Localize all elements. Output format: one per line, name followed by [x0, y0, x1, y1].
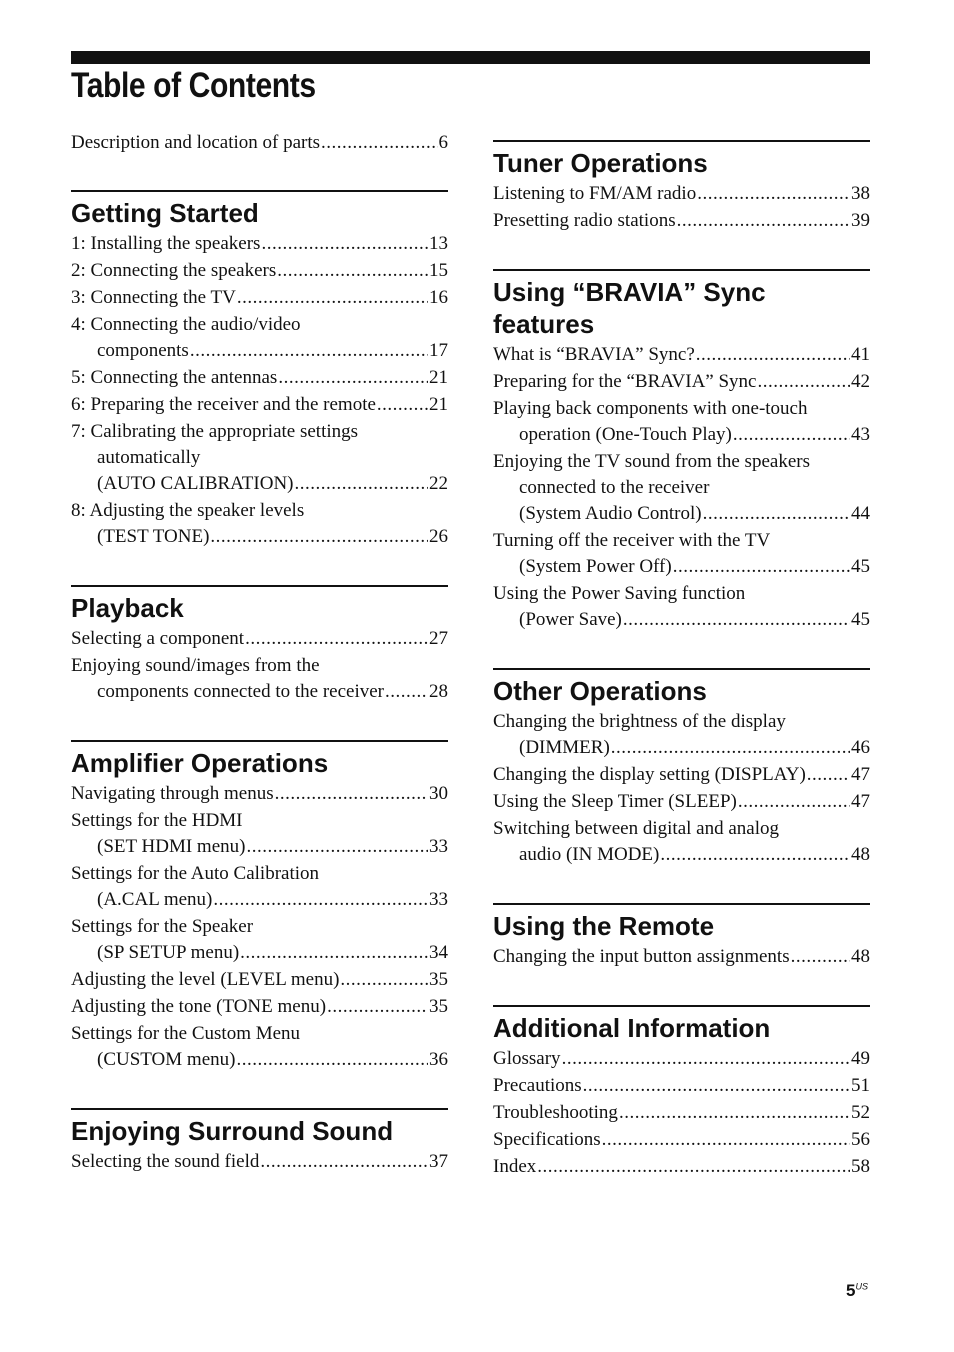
- toc-page-number: 13: [429, 233, 448, 254]
- toc-entry[interactable]: [71, 967, 448, 993]
- leader-dots: [275, 781, 428, 807]
- page-number: [846, 1281, 868, 1301]
- section-rule: [493, 1005, 870, 1007]
- toc-entry-text: 6: Preparing the receiver and the remote: [71, 394, 376, 415]
- toc-entry[interactable]: [71, 498, 448, 550]
- toc-page-number: 33: [429, 889, 448, 910]
- toc-entry-text: 5: Connecting the antennas: [71, 367, 278, 388]
- toc-entry[interactable]: [493, 581, 870, 633]
- section-rule: [71, 1108, 448, 1110]
- toc-entry-text: Preparing for the “BRAVIA” Sync: [493, 371, 757, 392]
- toc-entry-text: Selecting a component: [71, 628, 245, 649]
- toc-entry-text: Settings for the HDMI: [71, 810, 243, 831]
- leader-dots: [321, 130, 437, 156]
- toc-section: [493, 269, 870, 633]
- toc-entry[interactable]: [71, 419, 448, 497]
- toc-page-number: 34: [429, 942, 448, 963]
- toc-entry[interactable]: [493, 1073, 870, 1099]
- toc-entry-text: Changing the brightness of the display: [493, 711, 786, 732]
- leader-dots: [696, 342, 850, 368]
- toc-entry-text: Playing back components with one-touch: [493, 398, 808, 419]
- section-rule: [493, 140, 870, 142]
- leader-dots: [537, 1154, 850, 1180]
- toc-entry-text: Settings for the Speaker: [71, 916, 254, 937]
- toc-entry[interactable]: [493, 1154, 870, 1180]
- toc-entry-text: Using the Power Saving function: [493, 583, 746, 604]
- toc-entry-text: Specifications: [493, 1129, 601, 1150]
- toc-entry-text: (A.CAL menu): [97, 889, 213, 910]
- leader-dots: [377, 392, 428, 418]
- toc-entry-text: Enjoying sound/images from the: [71, 655, 320, 676]
- toc-section: [71, 740, 448, 1073]
- toc-entry-text: 7: Calibrating the appropriate settings: [71, 421, 359, 442]
- leader-dots: [583, 1073, 850, 1099]
- leader-dots: [733, 422, 850, 448]
- toc-entry-text: 8: Adjusting the speaker levels: [71, 500, 305, 521]
- toc-entry[interactable]: [493, 449, 870, 527]
- toc-entry-text: What is “BRAVIA” Sync?: [493, 344, 695, 365]
- toc-page-number: 47: [851, 764, 870, 785]
- toc-page-number: 41: [851, 344, 870, 365]
- toc-entry-text: Switching between digital and analog: [493, 818, 779, 839]
- leader-dots: [261, 231, 428, 257]
- toc-entry-text: components: [97, 340, 189, 361]
- leader-dots: [213, 887, 428, 913]
- section-rule: [493, 903, 870, 905]
- toc-entry[interactable]: [71, 1021, 448, 1073]
- leader-dots: [623, 607, 850, 633]
- leader-dots: [190, 338, 428, 364]
- toc-page-number: 30: [429, 783, 448, 804]
- leader-dots: [260, 1149, 428, 1175]
- leader-dots: [246, 834, 428, 860]
- toc-entry-text: Adjusting the level (LEVEL menu): [71, 969, 340, 990]
- toc-entry-text: Adjusting the tone (TONE menu): [71, 996, 327, 1017]
- toc-page-number: 21: [429, 367, 448, 388]
- leader-dots: [210, 524, 428, 550]
- section-rule: [71, 740, 448, 742]
- leader-dots: [240, 940, 428, 966]
- right-sections: [493, 140, 870, 1180]
- toc-section: [493, 903, 870, 970]
- section-rule: [493, 269, 870, 271]
- toc-entry-text: 1: Installing the speakers: [71, 233, 261, 254]
- toc-page-number: 6: [438, 132, 448, 153]
- leader-dots: [562, 1046, 850, 1072]
- leader-dots: [703, 501, 850, 527]
- section-rule: [71, 190, 448, 192]
- toc-entry[interactable]: [71, 392, 448, 418]
- toc-entry-text: Glossary: [493, 1048, 561, 1069]
- toc-entry[interactable]: [493, 396, 870, 448]
- toc-entry[interactable]: [493, 208, 870, 234]
- folio-suffix: US: [855, 1281, 868, 1292]
- leader-dots: [697, 181, 850, 207]
- toc-entry-text: Description and location of parts: [71, 132, 321, 153]
- toc-entry[interactable]: [71, 285, 448, 311]
- toc-entry[interactable]: [493, 1127, 870, 1153]
- toc-entry[interactable]: [493, 528, 870, 580]
- toc-section: [493, 668, 870, 868]
- toc-page-number: 42: [851, 371, 870, 392]
- section-rule: [493, 668, 870, 670]
- toc-entry-text: operation (One-Touch Play): [519, 424, 732, 445]
- toc-page-number: 45: [851, 609, 870, 630]
- toc-entry[interactable]: [493, 369, 870, 395]
- leader-dots: [660, 842, 850, 868]
- toc-entry[interactable]: [493, 816, 870, 868]
- toc-page-number: 48: [851, 946, 870, 967]
- toc-page-number: 39: [851, 210, 870, 231]
- toc-page-number: 52: [851, 1102, 870, 1123]
- toc-entry-text: Enjoying the TV sound from the speakers: [493, 451, 810, 472]
- toc-entry[interactable]: [493, 342, 870, 368]
- leader-dots: [758, 369, 851, 395]
- leader-dots: [295, 471, 429, 497]
- toc-page-number: 33: [429, 836, 448, 857]
- toc-page-number: 36: [429, 1049, 448, 1070]
- section-title: Enjoying Surround Sound: [71, 1116, 394, 1146]
- toc-section: [493, 140, 870, 234]
- toc-page-number: 26: [429, 526, 448, 547]
- toc-entry-text: automatically: [97, 447, 201, 468]
- toc-entry-text: (Power Save): [519, 609, 622, 630]
- toc-entry-text: (System Audio Control): [519, 503, 702, 524]
- toc-section: [71, 1108, 448, 1175]
- toc-page-number: 47: [851, 791, 870, 812]
- toc-entry[interactable]: [71, 258, 448, 284]
- section-title: Getting Started: [71, 198, 259, 228]
- section-rule: [71, 585, 448, 587]
- toc-entry[interactable]: [493, 1046, 870, 1072]
- toc-entry-text: Changing the display setting (DISPLAY): [493, 764, 806, 785]
- toc-entry-text: Listening to FM/AM radio: [493, 183, 697, 204]
- toc-page-number: 16: [429, 287, 448, 308]
- toc-page-number: 43: [851, 424, 870, 445]
- toc-entry-text: 4: Connecting the audio/video: [71, 314, 301, 335]
- toc-entry-text: Index: [493, 1156, 537, 1177]
- section-title: Playback: [71, 593, 184, 623]
- toc-page-number: 15: [429, 260, 448, 281]
- toc-entry[interactable]: [493, 762, 870, 788]
- toc-section: [493, 1005, 870, 1180]
- toc-entry-text: (SP SETUP menu): [97, 942, 240, 963]
- toc-entry[interactable]: [71, 994, 448, 1020]
- leader-dots: [738, 789, 850, 815]
- toc-entry-text: Settings for the Auto Calibration: [71, 863, 320, 884]
- title-rule: [71, 51, 870, 64]
- leader-dots: [611, 735, 850, 761]
- toc-entry-text: (SET HDMI menu): [97, 836, 246, 857]
- section-title: Other Operations: [493, 676, 707, 706]
- toc-entry[interactable]: [71, 365, 448, 391]
- toc-page-number: 49: [851, 1048, 870, 1069]
- toc-page-number: 21: [429, 394, 448, 415]
- toc-entry-text: audio (IN MODE): [519, 844, 660, 865]
- toc-entry[interactable]: [71, 781, 448, 807]
- leader-dots: [237, 285, 428, 311]
- toc-entry[interactable]: [493, 709, 870, 761]
- toc-page-number: 35: [429, 996, 448, 1017]
- toc-page-number: 46: [851, 737, 870, 758]
- toc-entry-text: Changing the input button assignments: [493, 946, 790, 967]
- leader-dots: [327, 994, 428, 1020]
- toc-entry[interactable]: [71, 653, 448, 705]
- leader-dots: [602, 1127, 850, 1153]
- toc-page-number: 51: [851, 1075, 870, 1096]
- toc-entry-text: (CUSTOM menu): [97, 1049, 236, 1070]
- leader-dots: [236, 1047, 428, 1073]
- leader-dots: [277, 258, 428, 284]
- toc-entry-text: (TEST TONE): [97, 526, 210, 547]
- folio-number: 5: [846, 1281, 856, 1300]
- section-title: Using the Remote: [493, 911, 715, 941]
- toc-entry-text: components connected to the receiver: [97, 681, 384, 702]
- toc-entry-text: Using the Sleep Timer (SLEEP): [493, 791, 737, 812]
- toc-entry-text: (AUTO CALIBRATION): [97, 473, 294, 494]
- left-column: [71, 130, 448, 1210]
- toc-entry-text: Selecting the sound field: [71, 1151, 260, 1172]
- toc-entry[interactable]: [493, 181, 870, 207]
- right-column: [493, 140, 870, 1215]
- leader-dots: [245, 626, 428, 652]
- toc-entry[interactable]: [71, 914, 448, 966]
- toc-page-number: 37: [429, 1151, 448, 1172]
- leader-dots: [278, 365, 428, 391]
- toc-entry-text: Navigating through menus: [71, 783, 274, 804]
- toc-entry[interactable]: [71, 312, 448, 364]
- section-title: Using “BRAVIA” Sync features: [493, 277, 766, 339]
- toc-entry-text: 2: Connecting the speakers: [71, 260, 277, 281]
- toc-page-number: 48: [851, 844, 870, 865]
- leader-dots: [340, 967, 428, 993]
- toc-page-number: 35: [429, 969, 448, 990]
- toc-entry-text: (DIMMER): [519, 737, 610, 758]
- toc-entry[interactable]: [71, 861, 448, 913]
- toc-entry[interactable]: [71, 626, 448, 652]
- toc-page-number: 17: [429, 340, 448, 361]
- section-title: Amplifier Operations: [71, 748, 329, 778]
- section-title: Additional Information: [493, 1013, 771, 1043]
- toc-page-number: 27: [429, 628, 448, 649]
- toc-entry-text: 3: Connecting the TV: [71, 287, 236, 308]
- toc-section: [71, 585, 448, 705]
- toc-entry-text: Troubleshooting: [493, 1102, 618, 1123]
- toc-page-number: 58: [851, 1156, 870, 1177]
- left-sections: [71, 190, 448, 1175]
- leader-dots: [677, 208, 850, 234]
- toc-entry-intro[interactable]: [71, 130, 448, 156]
- toc-entry[interactable]: [71, 231, 448, 257]
- toc-entry-text: Precautions: [493, 1075, 582, 1096]
- toc-page-number: 22: [429, 473, 448, 494]
- toc-entry[interactable]: [71, 808, 448, 860]
- leader-dots: [385, 679, 428, 705]
- toc-entry[interactable]: [493, 944, 870, 970]
- leader-dots: [619, 1100, 850, 1126]
- toc-entry-text: connected to the receiver: [519, 477, 710, 498]
- toc-page-number: 44: [851, 503, 870, 524]
- toc-entry-text: Presetting radio stations: [493, 210, 676, 231]
- toc-page-number: 38: [851, 183, 870, 204]
- toc-entry-text: Turning off the receiver with the TV: [493, 530, 771, 551]
- toc-entry-text: (System Power Off): [519, 556, 672, 577]
- toc-page-number: 56: [851, 1129, 870, 1150]
- toc-entry[interactable]: [71, 1149, 448, 1175]
- toc-entry-text: Settings for the Custom Menu: [71, 1023, 301, 1044]
- leader-dots: [791, 944, 850, 970]
- section-title: Tuner Operations: [493, 148, 708, 178]
- page-title: Table of Contents: [71, 66, 316, 105]
- toc-entry[interactable]: [493, 1100, 870, 1126]
- toc-entry[interactable]: [493, 789, 870, 815]
- leader-dots: [673, 554, 850, 580]
- toc-section: [71, 190, 448, 550]
- toc-page-number: 45: [851, 556, 870, 577]
- toc-page-number: 28: [429, 681, 448, 702]
- leader-dots: [807, 762, 850, 788]
